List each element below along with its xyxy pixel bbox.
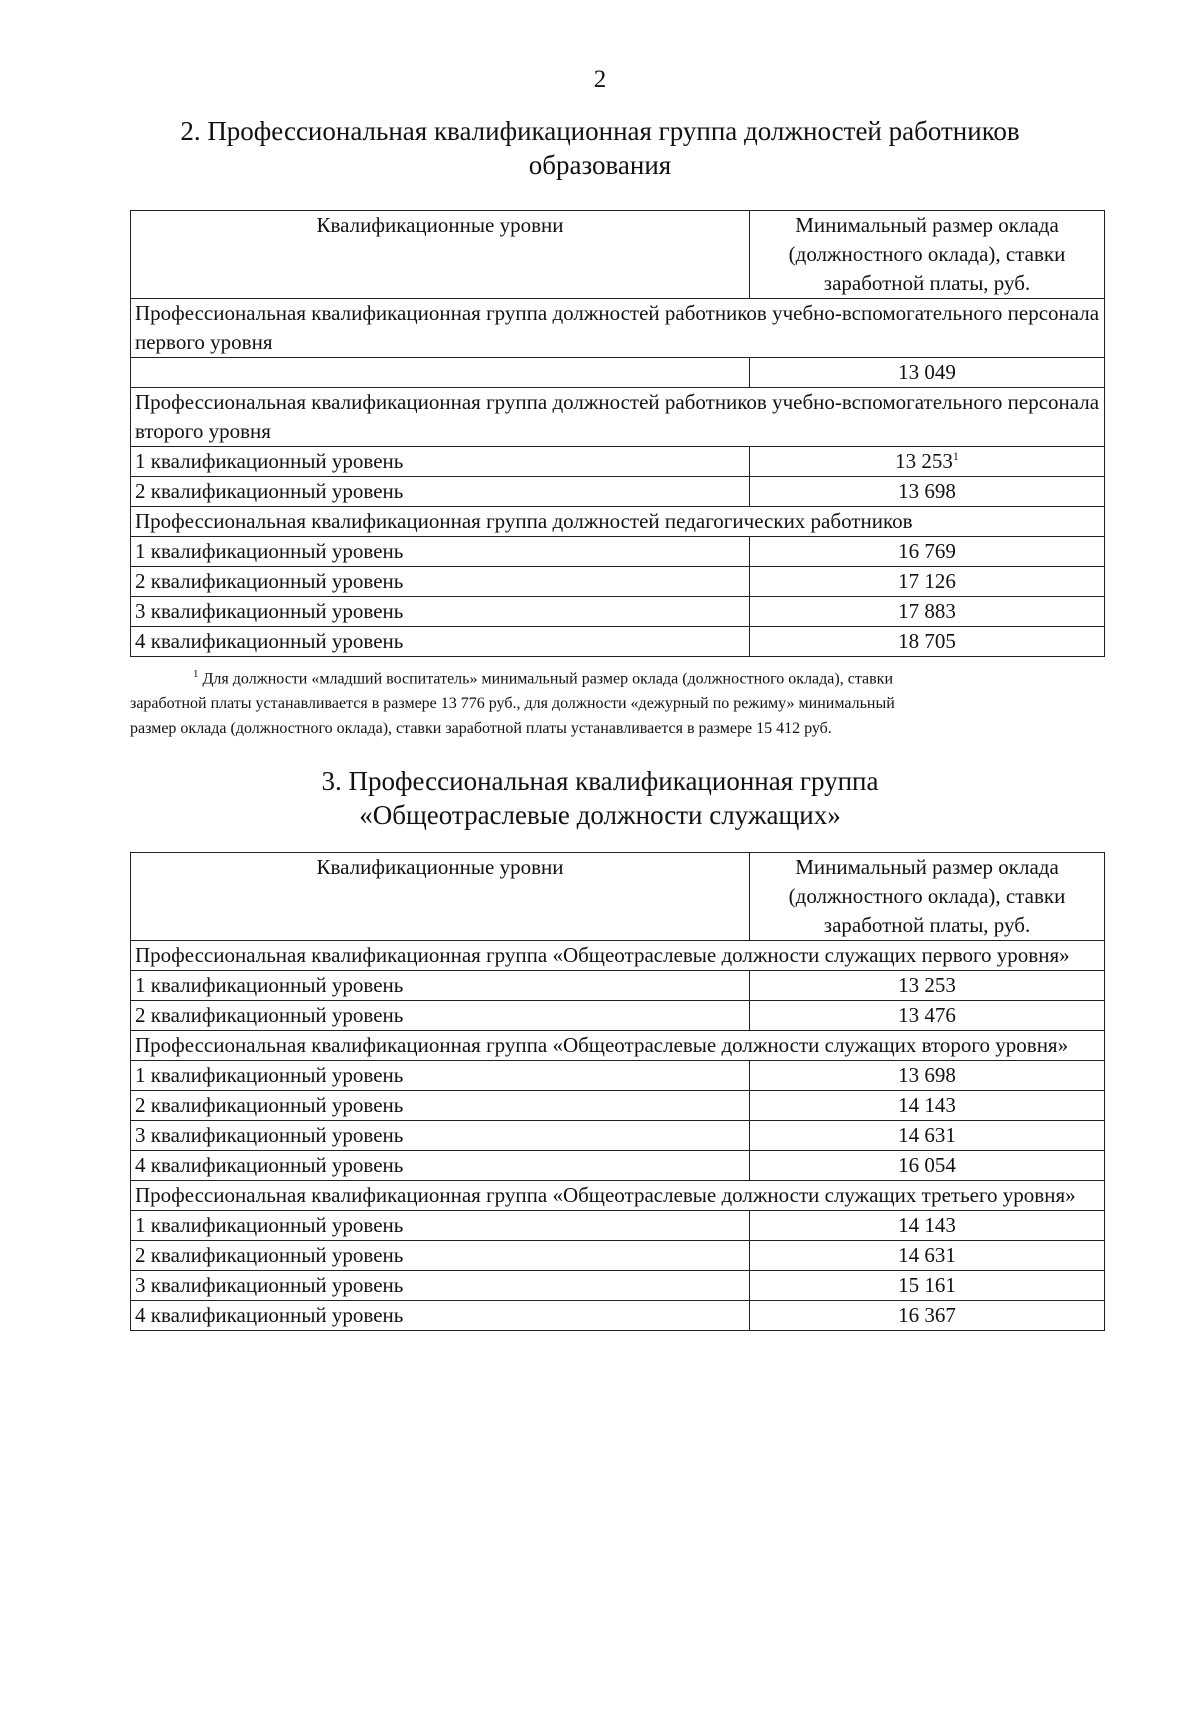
table-body bbox=[131, 211, 1105, 657]
table-row bbox=[131, 1211, 1105, 1241]
qualification-level: 2 квалификационный уровень bbox=[131, 1241, 750, 1271]
salary-value bbox=[750, 597, 1105, 627]
qualification-level: 1 квалификационный уровень bbox=[131, 537, 750, 567]
salary-value bbox=[750, 567, 1105, 597]
qualification-level: 1 квалификационный уровень bbox=[131, 1061, 750, 1091]
salary-value bbox=[750, 537, 1105, 567]
footnote-mark: 1 bbox=[193, 668, 199, 680]
salary-amount: 14 631 bbox=[898, 1123, 956, 1147]
table-row bbox=[131, 1001, 1105, 1031]
salary-value bbox=[750, 1301, 1105, 1331]
footnote-text: Для должности «младший воспитатель» минимальный размер оклада (должностного оклада), ставки bbox=[202, 670, 893, 688]
section-2-title-line: 2. Профессиональная квалификационная группа должностей работников bbox=[180, 116, 1020, 146]
qualification-level: 4 квалификационный уровень bbox=[131, 627, 750, 657]
table-row bbox=[131, 1271, 1105, 1301]
qualification-level: 2 квалификационный уровень bbox=[131, 477, 750, 507]
group-title: Профессиональная квалификационная группа должностей работников учебно-вспомогательного персонала первого уровня bbox=[131, 299, 1105, 358]
salary-amount: 17 126 bbox=[898, 569, 956, 593]
salary-amount: 18 705 bbox=[898, 629, 956, 653]
salary-amount: 13 253 bbox=[895, 449, 953, 473]
page-number: 2 bbox=[593, 66, 607, 93]
column-header-levels: Квалификационные уровни bbox=[131, 211, 750, 299]
table-row bbox=[131, 1121, 1105, 1151]
table-row bbox=[131, 971, 1105, 1001]
salary-value bbox=[750, 358, 1105, 388]
qualification-level: 3 квалификационный уровень bbox=[131, 597, 750, 627]
salary-amount: 13 476 bbox=[898, 1003, 956, 1027]
footnote-line bbox=[130, 662, 1104, 691]
qualification-level: 1 квалификационный уровень bbox=[131, 971, 750, 1001]
section-2-title-line: образования bbox=[528, 150, 672, 180]
salary-value bbox=[750, 1001, 1105, 1031]
group-title: Профессиональная квалификационная группа «Общеотраслевые должности служащих третьего уровня» bbox=[131, 1181, 1105, 1211]
salary-value bbox=[750, 477, 1105, 507]
salary-amount: 13 698 bbox=[898, 1063, 956, 1087]
salary-amount: 16 367 bbox=[898, 1303, 956, 1327]
table-row bbox=[131, 1301, 1105, 1331]
group-row bbox=[131, 941, 1105, 971]
group-row bbox=[131, 388, 1105, 447]
table-row bbox=[131, 477, 1105, 507]
header-row bbox=[131, 211, 1105, 299]
salary-amount: 13 253 bbox=[898, 973, 956, 997]
group-title: Профессиональная квалификационная группа «Общеотраслевые должности служащих второго уровня» bbox=[131, 1031, 1105, 1061]
footnote bbox=[130, 662, 1104, 741]
footnote-line: заработной платы устанавливается в размере 13 776 руб., для должности «дежурный по режиму» минимальный bbox=[130, 695, 895, 713]
section-2-title bbox=[0, 114, 1200, 182]
general-employees-salary-table bbox=[130, 852, 1105, 1331]
salary-value bbox=[750, 971, 1105, 1001]
salary-value bbox=[750, 1121, 1105, 1151]
table-row bbox=[131, 597, 1105, 627]
salary-amount: 17 883 bbox=[898, 599, 956, 623]
table-row bbox=[131, 1241, 1105, 1271]
group-title: Профессиональная квалификационная группа «Общеотраслевые должности служащих первого уровня» bbox=[131, 941, 1105, 971]
qualification-level: 4 квалификационный уровень bbox=[131, 1301, 750, 1331]
table-row bbox=[131, 1151, 1105, 1181]
group-row bbox=[131, 507, 1105, 537]
salary-value bbox=[750, 447, 1105, 477]
table-row bbox=[131, 358, 1105, 388]
group-row bbox=[131, 299, 1105, 358]
qualification-level: 3 квалификационный уровень bbox=[131, 1121, 750, 1151]
footnote-line: размер оклада (должностного оклада), ставки заработной платы устанавливается в размере 15 412 руб. bbox=[130, 720, 832, 738]
salary-amount: 16 769 bbox=[898, 539, 956, 563]
table-row bbox=[131, 1061, 1105, 1091]
salary-amount: 14 143 bbox=[898, 1093, 956, 1117]
group-row bbox=[131, 1031, 1105, 1061]
salary-value bbox=[750, 1211, 1105, 1241]
salary-amount: 13 049 bbox=[898, 360, 956, 384]
section-3-title-line: 3. Профессиональная квалификационная группа bbox=[321, 766, 879, 796]
table-row bbox=[131, 537, 1105, 567]
header-row bbox=[131, 853, 1105, 941]
salary-amount: 16 054 bbox=[898, 1153, 956, 1177]
group-title: Профессиональная квалификационная группа должностей педагогических работников bbox=[131, 507, 1105, 537]
group-title: Профессиональная квалификационная группа должностей работников учебно-вспомогательного персонала второго уровня bbox=[131, 388, 1105, 447]
qualification-level: 2 квалификационный уровень bbox=[131, 1001, 750, 1031]
qualification-level: 2 квалификационный уровень bbox=[131, 1091, 750, 1121]
section-3-title-line: «Общеотраслевые должности служащих» bbox=[359, 800, 841, 830]
salary-value bbox=[750, 627, 1105, 657]
education-staff-salary-table bbox=[130, 210, 1105, 657]
salary-value bbox=[750, 1151, 1105, 1181]
qualification-level bbox=[131, 358, 750, 388]
salary-amount: 14 143 bbox=[898, 1213, 956, 1237]
table-body bbox=[131, 853, 1105, 1331]
table-row bbox=[131, 1091, 1105, 1121]
qualification-level: 1 квалификационный уровень bbox=[131, 1211, 750, 1241]
table-row bbox=[131, 447, 1105, 477]
qualification-level: 2 квалификационный уровень bbox=[131, 567, 750, 597]
salary-amount: 15 161 bbox=[898, 1273, 956, 1297]
salary-amount: 13 698 bbox=[898, 479, 956, 503]
section-3-title bbox=[0, 764, 1200, 832]
salary-value bbox=[750, 1091, 1105, 1121]
qualification-level: 4 квалификационный уровень bbox=[131, 1151, 750, 1181]
qualification-level: 1 квалификационный уровень bbox=[131, 447, 750, 477]
salary-value bbox=[750, 1271, 1105, 1301]
salary-amount: 14 631 bbox=[898, 1243, 956, 1267]
table-row bbox=[131, 567, 1105, 597]
footnote-reference: 1 bbox=[952, 449, 959, 463]
table-row bbox=[131, 627, 1105, 657]
salary-value bbox=[750, 1061, 1105, 1091]
qualification-level: 3 квалификационный уровень bbox=[131, 1271, 750, 1301]
column-header-salary: Минимальный размер оклада (должностного оклада), ставки заработной платы, руб. bbox=[750, 211, 1105, 299]
column-header-salary: Минимальный размер оклада (должностного оклада), ставки заработной платы, руб. bbox=[750, 853, 1105, 941]
column-header-levels: Квалификационные уровни bbox=[131, 853, 750, 941]
salary-value bbox=[750, 1241, 1105, 1271]
group-row bbox=[131, 1181, 1105, 1211]
